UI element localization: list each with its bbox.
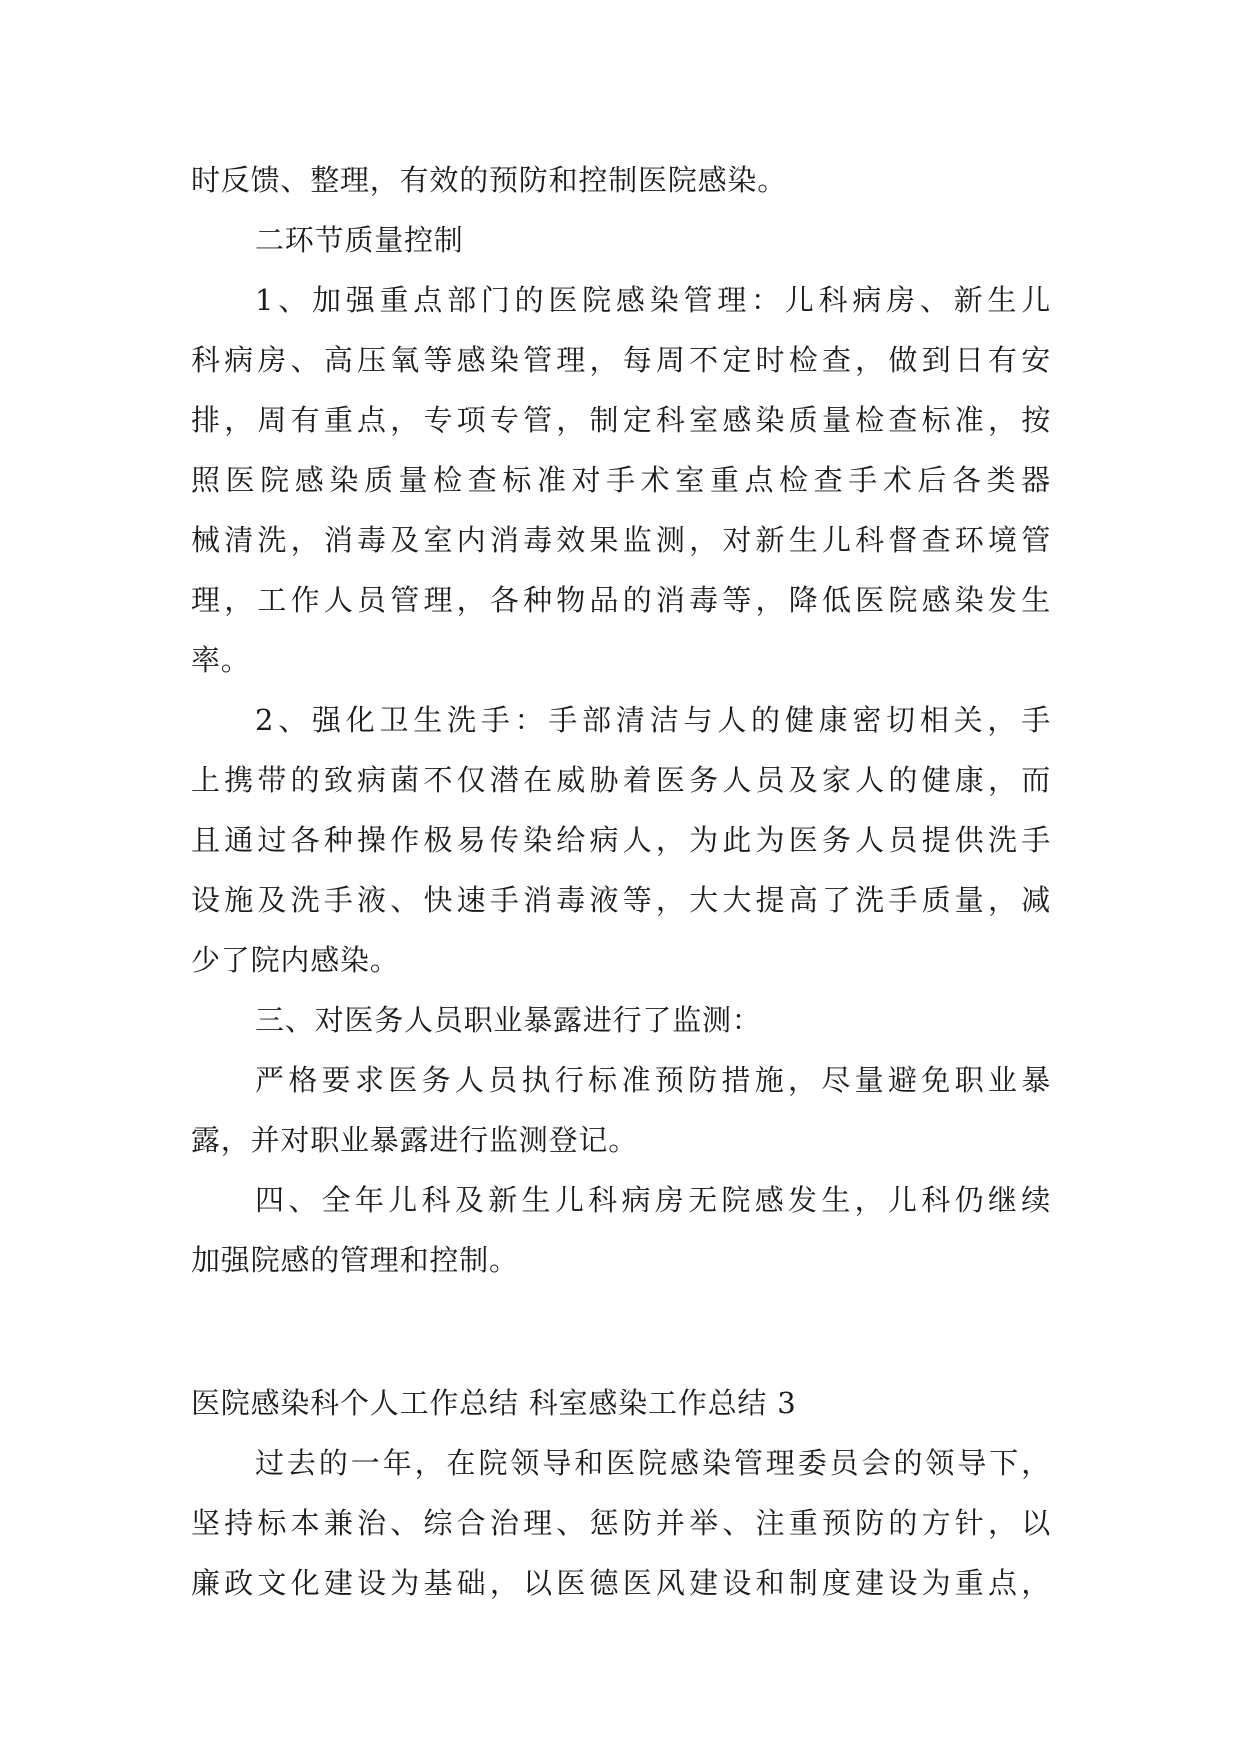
text-line: 2、强化卫生洗手：手部清洁与人的健康密切相关，手 xyxy=(255,703,1051,737)
text-line: 四、全年儿科及新生儿科病房无院感发生，儿科仍继续 xyxy=(255,1183,1051,1217)
text-line: 严格要求医务人员执行标准预防措施，尽量避免职业暴 xyxy=(255,1063,1051,1097)
text-line: 且通过各种操作极易传染给病人，为此为医务人员提供洗手 xyxy=(191,823,1051,857)
text-line: 加强院感的管理和控制。 xyxy=(191,1243,519,1277)
document-title: 医院感染科个人工作总结 科室感染工作总结 3 xyxy=(191,1386,797,1420)
text-line: 率。 xyxy=(191,643,251,677)
text-line: 廉政文化建设为基础，以医德医风建设和制度建设为重点， xyxy=(191,1566,1051,1600)
text-line: 设施及洗手液、快速手消毒液等，大大提高了洗手质量，减 xyxy=(191,883,1051,917)
text-line: 械清洗，消毒及室内消毒效果监测，对新生儿科督查环境管 xyxy=(191,523,1051,557)
text-line: 坚持标本兼治、综合治理、惩防并举、注重预防的方针，以 xyxy=(191,1506,1051,1540)
text-line: 科病房、高压氧等感染管理，每周不定时检查，做到日有安 xyxy=(191,343,1051,377)
text-line: 露，并对职业暴露进行监测登记。 xyxy=(191,1123,639,1157)
section-gap xyxy=(191,1290,1051,1373)
text-line: 时反馈、整理，有效的预防和控制医院感染。 xyxy=(191,163,788,197)
text-line: 排，周有重点，专项专管，制定科室感染质量检查标准，按 xyxy=(191,403,1051,437)
text-line: 照医院感染质量检查标准对手术室重点检查手术后各类器 xyxy=(191,463,1051,497)
section-heading: 三、对医务人员职业暴露进行了监测： xyxy=(255,1003,762,1037)
text-line: 过去的一年，在院领导和医院感染管理委员会的领导下， xyxy=(255,1446,1051,1480)
section-heading: 二环节质量控制 xyxy=(255,223,464,257)
text-line: 1、加强重点部门的医院感染管理：儿科病房、新生儿 xyxy=(255,283,1051,317)
document-page xyxy=(191,150,1051,1613)
text-line: 理，工作人员管理，各种物品的消毒等，降低医院感染发生 xyxy=(191,583,1051,617)
text-line: 少了院内感染。 xyxy=(191,943,400,977)
text-line: 上携带的致病菌不仅潜在威胁着医务人员及家人的健康，而 xyxy=(191,763,1051,797)
